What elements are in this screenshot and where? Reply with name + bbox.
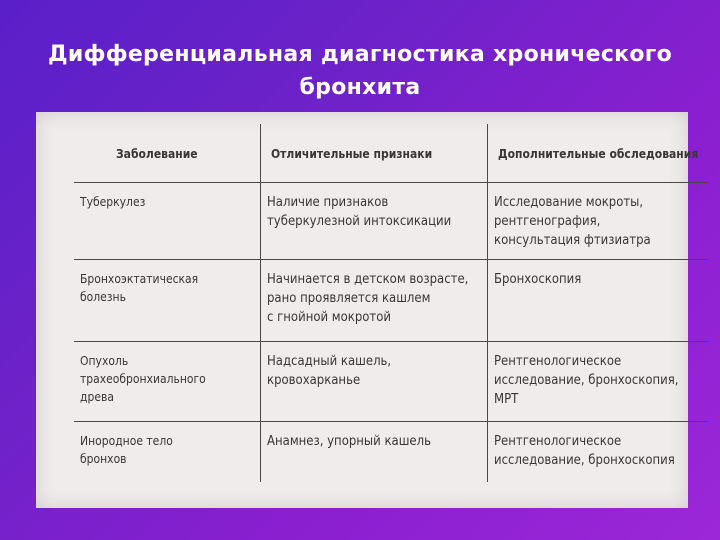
- cell-line: консультация фтизиатра: [494, 233, 651, 248]
- cell-exams: [488, 422, 709, 483]
- header-disease: Заболевание: [74, 124, 261, 183]
- table-row: [74, 422, 708, 483]
- cell-line: исследование, бронхоскопия,: [494, 373, 679, 388]
- cell-line: бронхов: [80, 452, 127, 466]
- table-row: [74, 342, 708, 422]
- slide-title-line-2: бронхита: [299, 75, 421, 100]
- cell-line: Рентгенологическое: [494, 354, 622, 369]
- cell-line: рано проявляется кашлем: [267, 291, 431, 306]
- cell-line: Анамнез, упорный кашель: [267, 434, 431, 449]
- cell-disease: [74, 183, 261, 260]
- cell-line: МРТ: [494, 392, 519, 407]
- header-signs: Отличительные признаки: [261, 124, 488, 183]
- cell-signs: [261, 183, 488, 260]
- cell-line: кровохарканье: [267, 373, 361, 388]
- cell-signs: [261, 260, 488, 342]
- cell-line: Туберкулез: [80, 195, 146, 209]
- cell-line: Надсадный кашель,: [267, 354, 392, 369]
- cell-disease: [74, 260, 261, 342]
- cell-line: с гнойной мокротой: [267, 310, 391, 325]
- diagnosis-table: [74, 124, 708, 482]
- slide-title-line-1: Дифференциальная диагностика хронического: [47, 42, 673, 67]
- cell-line: древа: [80, 390, 114, 404]
- cell-signs: [261, 422, 488, 483]
- cell-line: Начинается в детском возрасте,: [267, 272, 469, 287]
- cell-line: Наличие признаков: [267, 195, 389, 210]
- cell-exams: [488, 342, 709, 422]
- table-row: [74, 183, 708, 260]
- table-row: [74, 260, 708, 342]
- cell-line: Рентгенологическое: [494, 434, 622, 449]
- slide-title: [0, 38, 720, 104]
- cell-disease: [74, 422, 261, 483]
- cell-line: Бронхоэктатическая: [80, 272, 199, 286]
- cell-exams: [488, 183, 709, 260]
- cell-line: туберкулезной интоксикации: [267, 214, 452, 229]
- cell-line: Опухоль: [80, 354, 129, 368]
- cell-line: рентгенография,: [494, 214, 601, 229]
- cell-disease: [74, 342, 261, 422]
- cell-line: трахеобронхиального: [80, 372, 206, 386]
- scanned-table-image: [36, 112, 699, 508]
- cell-line: Бронхоскопия: [494, 272, 582, 287]
- cell-line: исследование, бронхоскопия: [494, 453, 675, 468]
- cell-line: Инородное тело: [80, 434, 173, 448]
- cell-exams: [488, 260, 709, 342]
- cell-line: Исследование мокроты,: [494, 195, 644, 210]
- cell-line: болезнь: [80, 290, 126, 304]
- header-exams: Дополнительные обследования: [488, 124, 709, 183]
- cell-signs: [261, 342, 488, 422]
- table-header-row: [74, 124, 708, 183]
